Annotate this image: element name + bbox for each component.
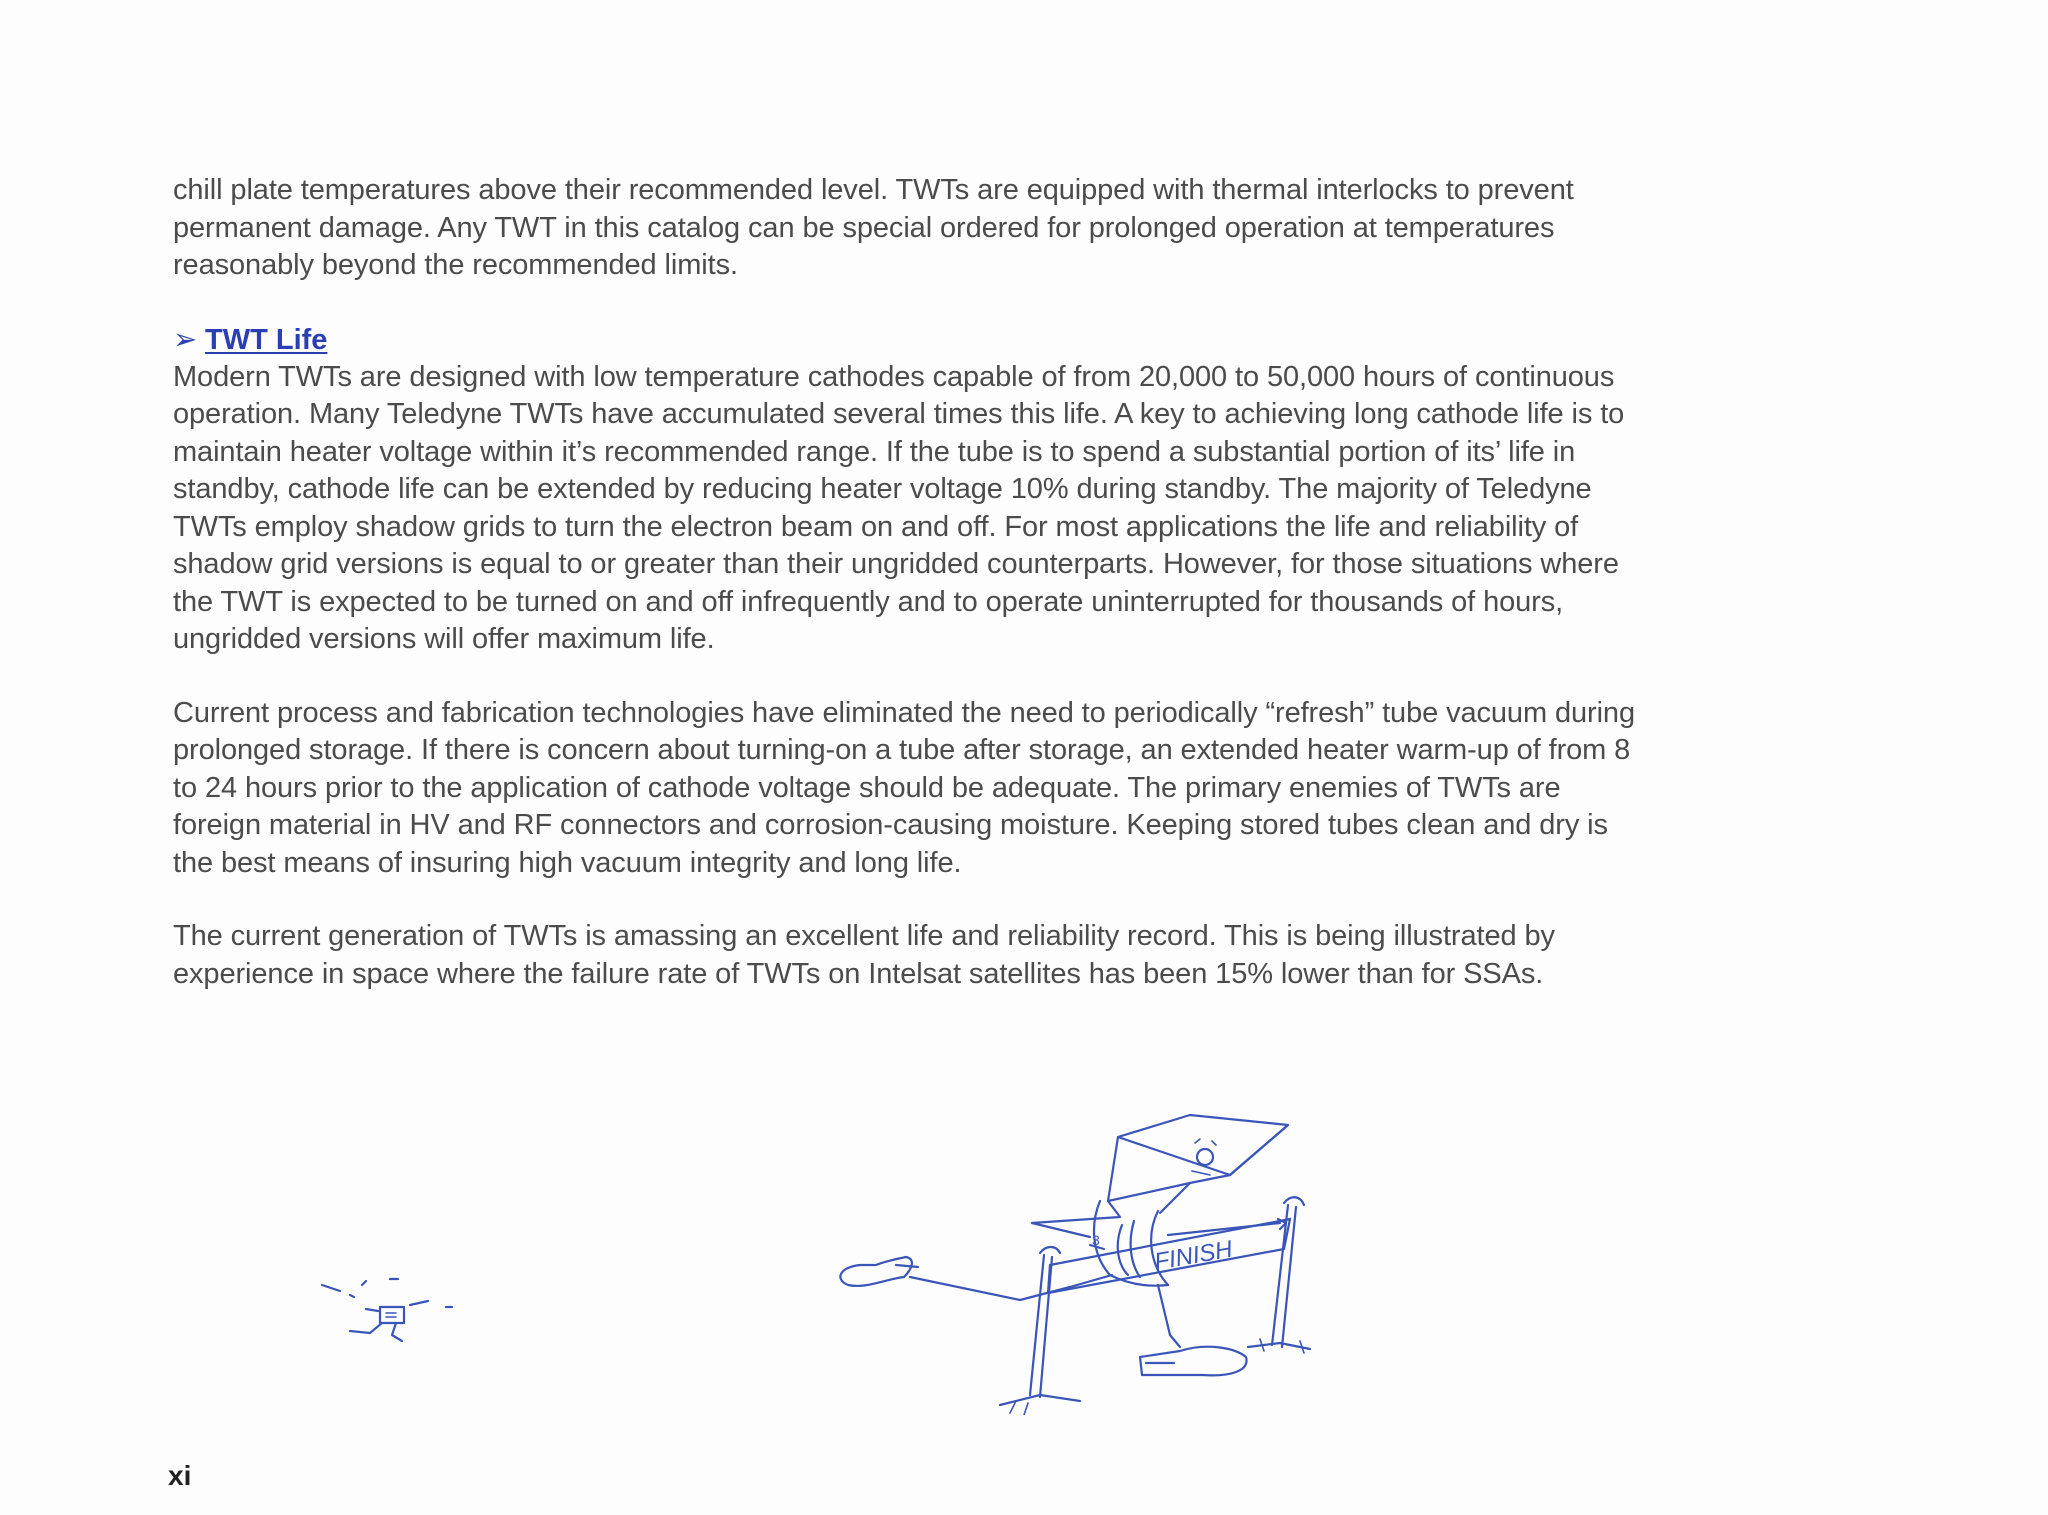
finish-banner-text: FINISH <box>1152 1235 1235 1276</box>
text-line: ungridded versions will offer maximum life. <box>173 623 715 655</box>
text-line: maintain heater voltage within it’s recommended range. If the tube is to spend a substantial portion of its’ life in <box>173 435 1576 468</box>
storage-paragraph <box>173 695 1773 883</box>
page-content <box>173 172 1773 1029</box>
text-line: chill plate temperatures above their recommended level. TWTs are equipped with thermal interlocks to prevent <box>173 174 1574 206</box>
text-line: Current process and fabrication technologies have eliminated the need to periodically “refresh” tube vacuum during <box>173 696 1635 729</box>
finish-line-sketch <box>300 1095 1720 1415</box>
text-line: Modern TWTs are designed with low temperature cathodes capable of from 20,000 to 50,000 hours of continuous <box>173 360 1615 393</box>
text-line: experience in space where the failure rate of TWTs on Intelsat satellites has been 15% lower than for SSAs. <box>173 957 1544 990</box>
section-title: TWT Life <box>205 323 328 356</box>
page-number: xi <box>168 1460 192 1491</box>
text-line: prolonged storage. If there is concern about turning-on a tube after storage, an extended heater warm-up of from 8 <box>173 734 1631 766</box>
text-line: foreign material in HV and RF connectors and corrosion-causing moisture. Keeping stored tubes clean and dry is <box>173 809 1608 841</box>
text-line: reasonably beyond the recommended limits. <box>173 249 738 281</box>
arrow-bullet-icon: ➢ <box>173 323 198 356</box>
text-line: The current generation of TWTs is amassing an excellent life and reliability record. This is being illustrated by <box>173 920 1555 952</box>
text-line: operation. Many Teledyne TWTs have accumulated several times this life. A key to achieving long cathode life is to <box>173 398 1625 430</box>
section-heading <box>173 321 1773 359</box>
small-runner-sketch <box>322 1279 452 1341</box>
intro-paragraph <box>173 172 1773 285</box>
text-line: the TWT is expected to be turned on and off infrequently and to operate uninterrupted for thousands of hours, <box>173 585 1564 618</box>
svg-text:3: 3 <box>1092 1232 1100 1248</box>
text-line: to 24 hours prior to the application of cathode voltage should be adequate. The primary enemies of TWTs are <box>173 771 1561 804</box>
text-line: shadow grid versions is equal to or greater than their ungridded counterparts. However, for those situations where <box>173 548 1619 580</box>
text-line: standby, cathode life can be extended by reducing heater voltage 10% during standby. The majority of Teledyne <box>173 473 1592 505</box>
reliability-paragraph <box>173 918 1773 993</box>
text-line: permanent damage. Any TWT in this catalog can be special ordered for prolonged operation at temperatures <box>173 211 1555 244</box>
finish-line-sketch-group <box>1000 1197 1310 1415</box>
text-line: the best means of insuring high vacuum integrity and long life. <box>173 846 962 879</box>
twt-life-paragraph <box>173 359 1773 659</box>
text-line: TWTs employ shadow grids to turn the electron beam on and off. For most applications the life and reliability of <box>173 510 1579 543</box>
